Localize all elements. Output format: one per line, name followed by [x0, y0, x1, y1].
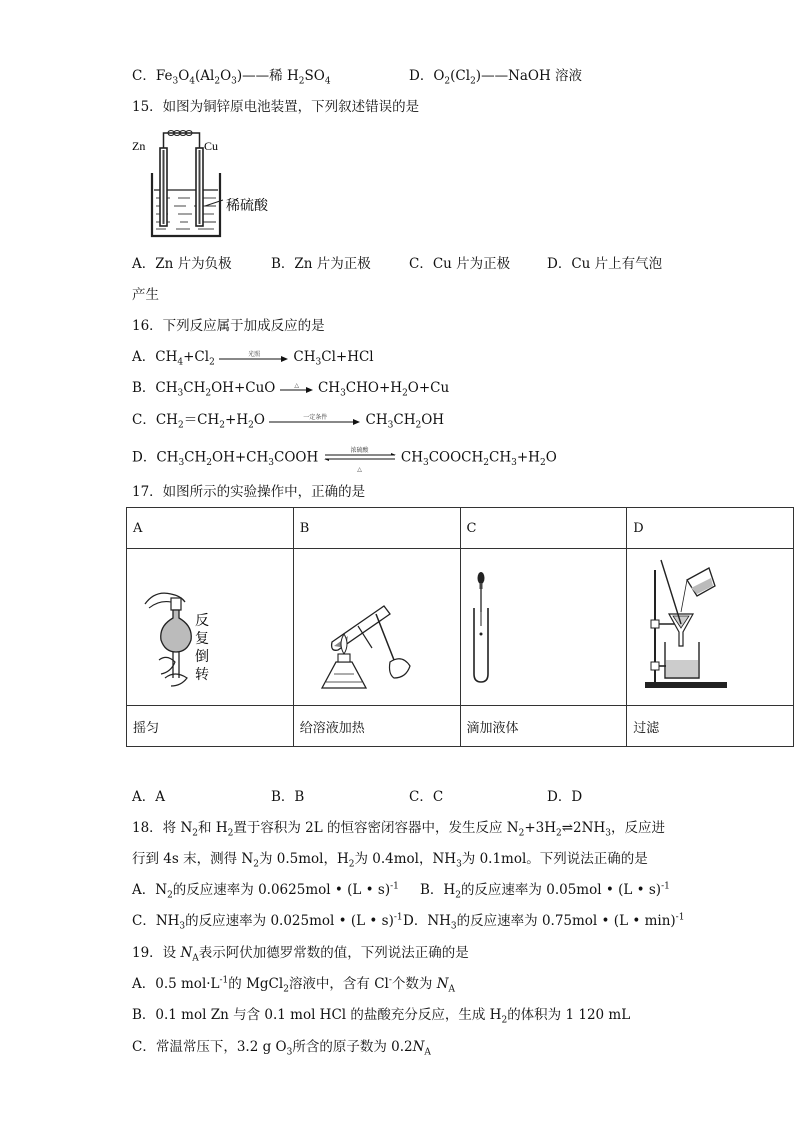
- reversible-arrow: 浓硫酸 △: [323, 447, 397, 469]
- q15-option-c: C．Cu 片为正极: [409, 256, 511, 272]
- q15-option-b: B．Zn 片为正极: [271, 256, 371, 272]
- q15-option-a: A．Zn 片为负极: [132, 256, 232, 272]
- q14-option-c: C．$Fe_3O_4(Al_2O_3)——$稀 $H_2SO_4$: [132, 68, 331, 87]
- figure-heat-test-tube: [293, 549, 460, 706]
- q16-option-b: B．$CH_3CH_2OH+CuO$ △ $CH_3CHO+H_2O+Cu$: [132, 380, 450, 399]
- q19-option-b: B．0.1 mol Zn 与含 0.1 mol HCl 的盐酸充分反应，生成 $H_2$的体积为 1 120 mL: [132, 1007, 631, 1026]
- q17-option-a: A．A: [132, 789, 165, 805]
- caption-c: 滴加液体: [460, 706, 627, 747]
- col-header-a: A: [127, 508, 294, 549]
- figure-filtration: [627, 549, 794, 706]
- galvanic-cell-figure: [130, 128, 290, 243]
- q17-stem: 17．如图所示的实验操作中，正确的是: [132, 484, 366, 500]
- q18-stem-line1: 18．将 $N_2$和 $H_2$置于容积为 2L 的恒容密闭容器中，发生反应 $N_2+3H_2\rightleftharpoons 2NH_3$，反应进: [132, 820, 665, 839]
- q15-stem: 15．如图为铜锌原电池装置，下列叙述错误的是: [132, 99, 420, 115]
- q18-stem-line2: 行到 4s 末，测得 $N_2$为 0.5mol，$H_2$为 0.4mol，$NH_3$为 0.1mol。下列说法正确的是: [132, 851, 648, 870]
- svg-text:反: 反: [194, 613, 209, 629]
- q18-option-d: D．$NH_3$的反应速率为 0.75mol • (L • min)$^{-1}$: [403, 912, 685, 932]
- svg-text:转: 转: [194, 667, 209, 683]
- q19-option-c: C．常温常压下，3.2 g $O_3$所含的原子数为 $0.2N_A$: [132, 1039, 431, 1058]
- q16-stem: 16．下列反应属于加成反应的是: [132, 318, 325, 334]
- q18-option-b: B．$H_2$的反应速率为 0.05mol • (L • s)$^{-1}$: [420, 881, 670, 901]
- caption-a: 摇匀: [127, 706, 294, 747]
- cu-label: Cu: [204, 139, 219, 153]
- col-header-d: D: [627, 508, 794, 549]
- q15-option-d: D．Cu 片上有气泡: [547, 256, 663, 272]
- q15-option-d-wrap: 产生: [132, 287, 159, 303]
- svg-text:倒: 倒: [194, 649, 209, 665]
- q17-option-b: B．B: [271, 789, 305, 805]
- reaction-arrow: 光照: [219, 349, 289, 367]
- reaction-arrow: △: [280, 380, 314, 398]
- reaction-arrow: 一定条件: [269, 412, 361, 430]
- figure-drop-liquid: [460, 549, 627, 706]
- caption-d: 过滤: [627, 706, 794, 747]
- q14-option-d: D．$O_2(Cl_2)——NaOH$ 溶液: [409, 68, 583, 87]
- q17-option-c: C．C: [409, 789, 444, 805]
- q18-option-c: C．$NH_3$的反应速率为 0.025mol • (L • s)$^{-1}$: [132, 912, 403, 932]
- q17-table: [126, 507, 794, 747]
- caption-b: 给溶液加热: [293, 706, 460, 747]
- svg-text:复: 复: [194, 631, 209, 647]
- q18-option-a: A．$N_2$的反应速率为 0.0625mol • (L • s)$^{-1}$: [132, 881, 399, 901]
- q16-option-d: D．$CH_3CH_2OH+CH_3COOH$ 浓硫酸 △ $CH_3COOCH_2CH_3+H_2O$: [132, 447, 557, 473]
- col-header-b: B: [293, 508, 460, 549]
- zn-label: Zn: [132, 139, 146, 153]
- q16-option-a: A．$CH_4+Cl_2$ 光照 $CH_3Cl+HCl$: [132, 349, 374, 368]
- q17-option-d: D．D: [547, 789, 583, 805]
- col-header-c: C: [460, 508, 627, 549]
- q16-option-c: C．$CH_2=CH_2+H_2O$ 一定条件 $CH_3CH_2OH$: [132, 412, 445, 431]
- acid-label: 稀硫酸: [226, 198, 268, 214]
- q19-stem: 19．设 $N_A$表示阿伏加德罗常数的值，下列说法正确的是: [132, 945, 469, 964]
- figure-shake-flask: [127, 549, 294, 706]
- q19-option-a: A．0.5 $mol\cdot L^{-1}$的 MgCl$_2$溶液中，含有 Cl-个数为 $N_A$: [132, 975, 456, 995]
